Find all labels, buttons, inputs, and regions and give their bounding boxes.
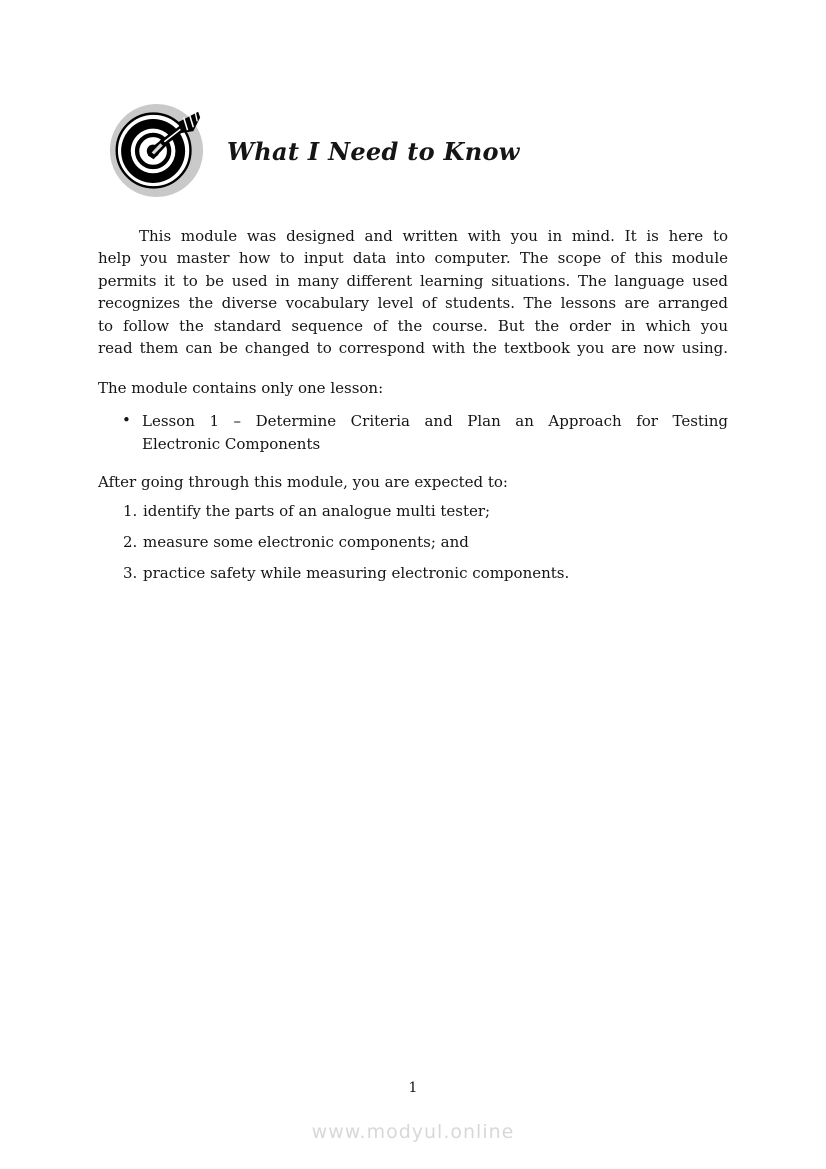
lesson-text-line: Lesson 1 – Determine Criteria and Plan an Approach for Testing — [142, 412, 728, 430]
objectives-list — [123, 500, 728, 593]
bullet-icon: • — [122, 411, 131, 429]
intro-line: recognizes the diverse vocabulary level of students. The lessons are arranged — [98, 294, 728, 313]
lesson-text-line: Electronic Components — [142, 435, 321, 453]
objective-number: 2. — [123, 533, 138, 551]
intro-line: read them can be changed to correspond with the textbook you are now using. — [98, 339, 728, 358]
objective-text: identify the parts of an analogue multi tester; — [143, 502, 491, 520]
objective-item — [123, 500, 728, 522]
objective-text: measure some electronic components; and — [143, 533, 469, 551]
intro-line: help you master how to input data into computer. The scope of this module — [98, 249, 728, 268]
target-icon — [108, 102, 205, 199]
intro-paragraph — [98, 225, 728, 359]
objective-item — [123, 562, 728, 584]
intro-line: This module was designed and written with you in mind. It is here to — [139, 227, 728, 245]
objective-number: 3. — [123, 564, 138, 582]
lesson-text — [142, 410, 728, 456]
lesson-bullet-item — [98, 410, 728, 456]
objective-number: 1. — [123, 502, 138, 520]
intro-line: to follow the standard sequence of the course. But the order in which you — [98, 316, 728, 335]
objective-item — [123, 531, 728, 553]
objectives-intro-line: After going through this module, you are expected to: — [98, 473, 508, 491]
watermark-text: www.modyul.online — [311, 1121, 515, 1143]
objective-text: practice safety while measuring electronic components. — [143, 564, 570, 582]
section-title: What I Need to Know — [227, 137, 520, 166]
lesson-count-line: The module contains only one lesson: — [98, 379, 384, 397]
page-number: 1 — [408, 1080, 418, 1096]
intro-line: permits it to be used in many different learning situations. The language used — [98, 271, 728, 290]
